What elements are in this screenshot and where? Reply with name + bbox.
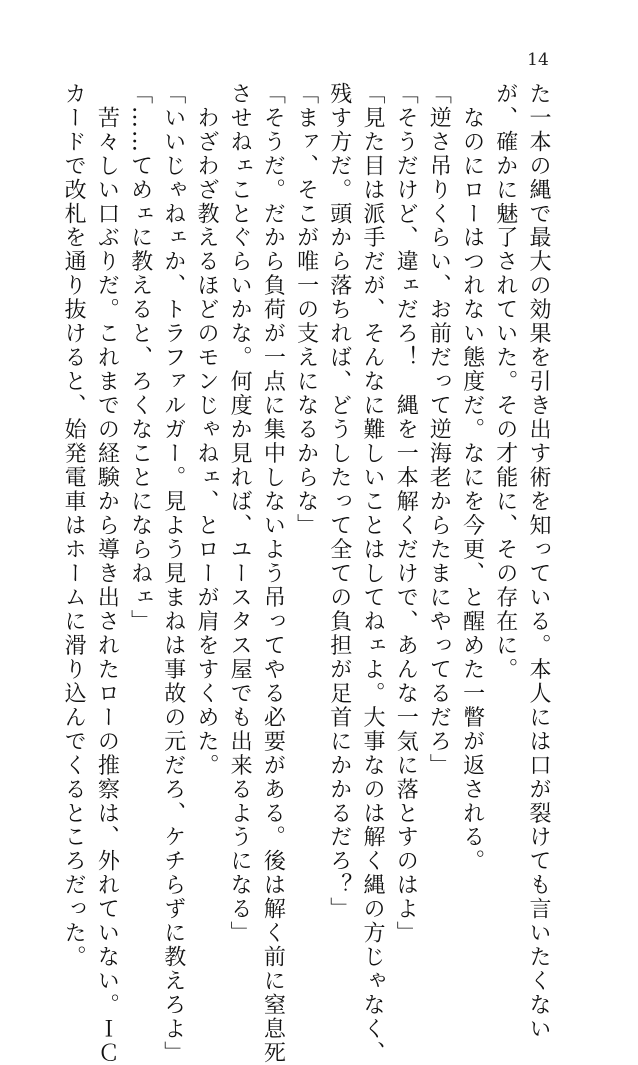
text-line: 「……てめェに教えると、ろくなことにならねェ」 <box>127 82 153 634</box>
vertical-text-body <box>57 82 555 1065</box>
text-line: わざわざ教えるほどのモンじゃねェ、とローが肩をすくめた。 <box>193 82 219 778</box>
page-number: 14 <box>527 50 549 70</box>
text-line: 苦々しい口ぶりだ。これまでの経験から導き出されたローの推察は、外れていない。ＩＣ <box>94 82 120 1065</box>
text-line: 「そうだ。だから負荷が一点に集中しないよう吊ってやる必要がある。後は解く前に窒息死 <box>260 82 286 1065</box>
text-line: させねェことぐらいかな。何度か見れば、ユースタス屋でも出来るようになる」 <box>227 82 253 946</box>
text-line: 「まァ、そこが唯一の支えになるからな」 <box>293 82 319 538</box>
text-line: カードで改札を通り抜けると、始発電車はホームに滑り込んでくるところだった。 <box>61 82 87 970</box>
text-line: なのにローはつれない態度だ。なにを今更、と醒めた一瞥が返される。 <box>459 82 485 874</box>
text-line: 「逆さ吊りくらい、お前だって逆海老からたまにやってるだろ」 <box>426 82 452 778</box>
text-line: が、確かに魅了されていた。その才能に、その存在に。 <box>492 82 518 682</box>
text-line: 残す方だ。頭から落ちれば、どうしたって全ての負担が足首にかかるだろ？」 <box>326 82 352 922</box>
text-line: 「見た目は派手だが、そんなに難しいことはしてねェよ。大事なのは解く縄の方じゃなく、 <box>359 82 385 1065</box>
text-line: 「そうだけど、違ェだろ！ 縄を一本解くだけで、あんな一気に落とすのはよ」 <box>393 82 419 946</box>
text-line: た一本の縄で最大の効果を引き出す術を知っている。本人には口が裂けても言いたくない <box>526 82 551 1042</box>
text-line: 「いいじゃねェか、トラファルガー。見よう見まねは事故の元だろ、ケチらずに教えろよ」 <box>160 82 186 1065</box>
